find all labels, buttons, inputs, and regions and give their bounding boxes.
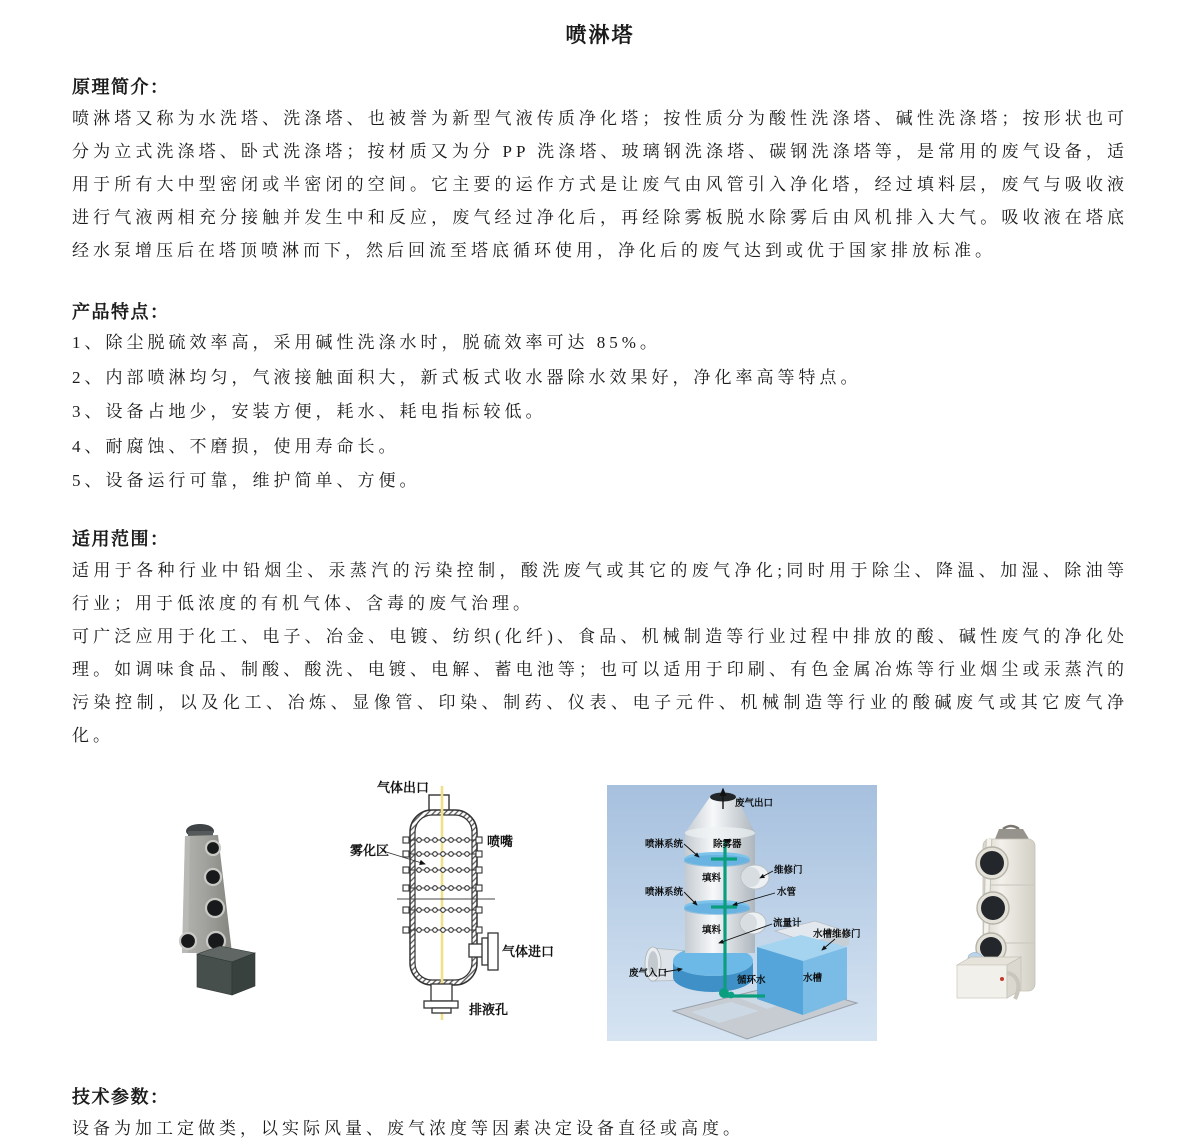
section-principle bbox=[72, 74, 1128, 267]
viewing-ports bbox=[976, 847, 1009, 963]
label-water-tank: 水槽 bbox=[803, 973, 823, 984]
label-demister: 除雾器 bbox=[713, 839, 742, 850]
label-packing: 填料 bbox=[702, 873, 722, 884]
feature-item: 4、耐腐蚀、不磨损，使用寿命长。 bbox=[72, 436, 400, 456]
label-packing: 填料 bbox=[702, 925, 722, 936]
label-water-pipe: 水管 bbox=[777, 887, 797, 898]
label-drain-hole: 排液孔 bbox=[469, 1001, 509, 1017]
section-features bbox=[72, 299, 1128, 498]
label-exhaust-inlet: 废气入口 bbox=[629, 968, 668, 979]
document-body bbox=[72, 74, 1128, 1145]
page-title: 喷淋塔 bbox=[565, 23, 635, 47]
label-tank-access-door: 水槽维修门 bbox=[813, 929, 861, 940]
label-spray-system: 喷淋系统 bbox=[645, 839, 684, 850]
label-spray-system: 喷淋系统 bbox=[645, 887, 684, 898]
principle-paragraph: 喷淋塔又称为水洗塔、洗涤塔、也被誉为新型气液传质净化塔；按性质分为酸性洗涤塔、碱性洗涤塔；按形状也可分为立式洗涤塔、卧式洗涤塔；按材质又为分 PP 洗涤塔、玻璃钢洗涤塔、碳钢洗涤塔等，是常用的废气设备，适用于所有大中型密闭或半密闭的空间。它主要的运作方式是让废气由风管引入净化塔，经过填料层，废气与吸收液进行气液两相充分接触并发生中和反应，废气经过净化后，再经除雾板脱水除雾后由风机排入大气。吸收液在塔底经水泵增压后在塔顶喷淋而下，然后回流至塔底循环使用，净化后的废气达到或优于国家排放标准。 bbox=[72, 109, 1128, 260]
principle-heading: 原理简介： bbox=[72, 77, 170, 97]
label-exhaust-outlet: 废气出口 bbox=[735, 798, 774, 809]
label-access-door: 维修门 bbox=[774, 865, 803, 876]
scope-paragraph-2: 可广泛应用于化工、电子、冶金、电镀、纺织(化纤)、食品、机械制造等行业过程中排放的酸、碱性废气的净化处理。如调味食品、制酸、酸洗、电镀、电解、蓄电池等；也可以适用于印刷、有色金属冶炼等行业烟尘或汞蒸汽的污染控制，以及化工、冶炼、显像管、印染、制药、仪表、电子元件、机械制造等行业的酸碱废气或其它废气净化。 bbox=[72, 626, 1128, 745]
white-tower-illustration bbox=[957, 826, 1035, 999]
diagram-vessel bbox=[383, 786, 498, 1020]
section-tech bbox=[72, 1084, 1128, 1145]
figure-white-tower-photo bbox=[945, 823, 1105, 1023]
figure-spray-tower-diagram bbox=[335, 780, 565, 1028]
label-gas-outlet: 气体出口 bbox=[377, 779, 430, 795]
label-flow-meter: 流量计 bbox=[773, 918, 802, 929]
feature-item: 1、除尘脱硫效率高，采用碱性洗涤水时，脱硫效率可达 85%。 bbox=[72, 333, 661, 352]
scope-paragraph-1: 适用于各种行业中铅烟尘、汞蒸汽的污染控制，酸洗废气或其它的废气净化;同时用于除尘、降温、加湿、除油等行业；用于低浓度的有机气体、含毒的废气治理。 bbox=[72, 560, 1128, 613]
section-scope bbox=[72, 526, 1128, 752]
feature-item: 2、内部喷淋均匀，气液接触面积大，新式板式收水器除水效果好，净化率高等特点。 bbox=[72, 367, 862, 387]
tech-heading: 技术参数： bbox=[72, 1086, 170, 1107]
drain-outlet bbox=[424, 984, 458, 1013]
figure-3d-render bbox=[607, 785, 877, 1041]
label-nozzle: 喷嘴 bbox=[487, 833, 514, 849]
gray-tower-illustration bbox=[180, 824, 255, 995]
label-circulating-water: 循环水 bbox=[737, 975, 766, 986]
feature-item: 5、设备运行可靠，维护简单、方便。 bbox=[72, 471, 421, 490]
tech-paragraph: 设备为加工定做类，以实际风量、废气浓度等因素决定设备直径或高度。 bbox=[72, 1118, 744, 1138]
scope-heading: 适用范围： bbox=[72, 528, 170, 549]
figure-gray-tower-photo bbox=[175, 820, 325, 1010]
label-gas-inlet: 气体进口 bbox=[502, 943, 555, 959]
features-heading: 产品特点： bbox=[72, 302, 170, 322]
feature-item: 3、设备占地少，安装方便，耗水、耗电指标较低。 bbox=[72, 402, 547, 421]
label-atomization-zone: 雾化区 bbox=[350, 842, 390, 858]
figure-row bbox=[72, 780, 1128, 1042]
